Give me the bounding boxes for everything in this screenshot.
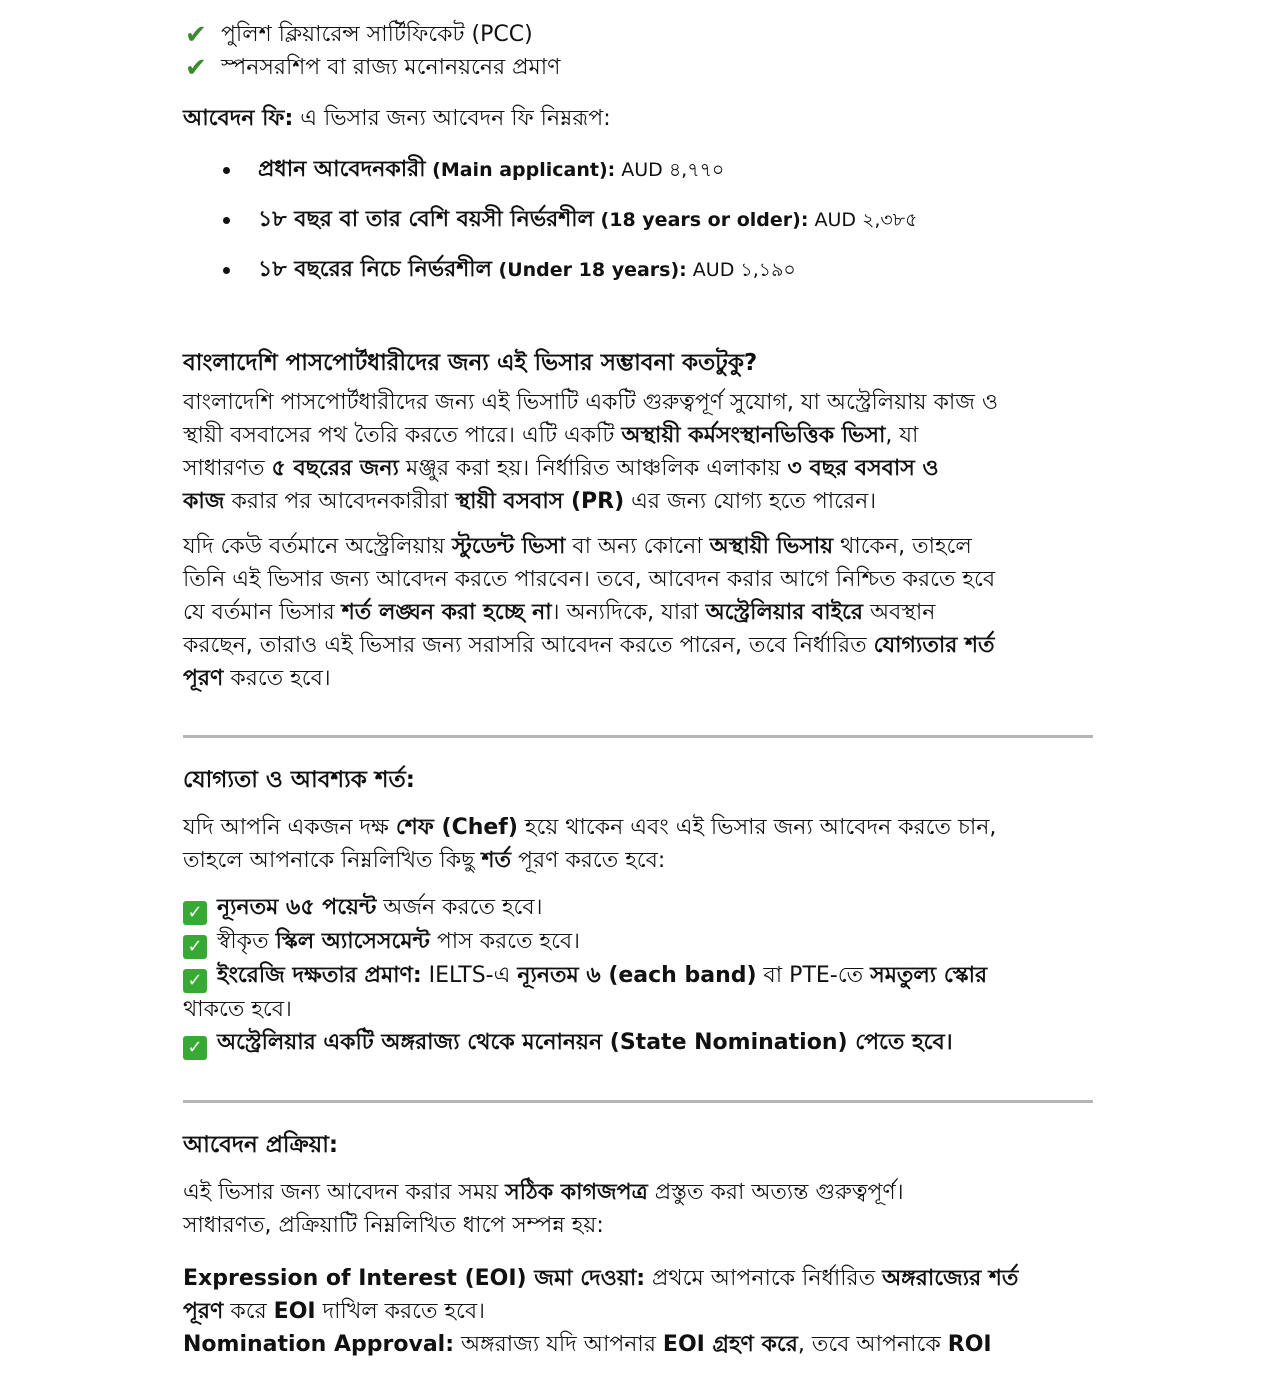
checkbox-checked-icon: ✓ — [183, 969, 207, 993]
checkmark-icon: ✔ — [185, 19, 207, 50]
checkbox-checked-icon: ✓ — [183, 901, 207, 925]
checkbox-checked-icon: ✓ — [183, 1036, 207, 1060]
list-item: ✔ পুলিশ ক্লিয়ারেন্স সার্টিফিকেট (PCC) — [185, 19, 533, 50]
section-heading: আবেদন প্রক্রিয়া: — [183, 1132, 339, 1158]
paragraph: এই ভিসার জন্য আবেদন করার সময় সঠিক কাগজপত্র প্রস্তুত করা অত্যন্ত গুরুত্বপূর্ণ। সাধারণত, প্রক্রিয়াটি নিম্নলিখিত ধাপে সম্পন্ন হয়: — [183, 1180, 904, 1238]
paragraph: বাংলাদেশি পাসপোর্টধারীদের জন্য এই ভিসাটি একটি গুরুত্বপূর্ণ সুযোগ, যা অস্ট্রেলিয়ায় কাজ ও স্থায়ী বসবাসের পথ তৈরি করতে পারে। এটি একটি অস্থায়ী কর্মসংস্থানভিত্তিক ভিসা, যা সাধারণত ৫ বছরের জন্য মঞ্জুর করা হয়। নির্ধারিত আঞ্চলিক এলাকায় ৩ বছর বসবাস ও কাজ করার পর আবেদনকারীরা স্থায়ী বসবাস (PR) এর জন্য যোগ্য হতে পারেন। — [183, 390, 999, 514]
list-item: ✓ স্বীকৃত স্কিল অ্যাসেসমেন্ট পাস করতে হবে। — [183, 925, 1093, 959]
list-item: ✓ অস্ট্রেলিয়ার একটি অঙ্গরাজ্য থেকে মনোনয়ন (State Nomination) পেতে হবে। — [183, 1026, 1093, 1060]
section-heading: বাংলাদেশি পাসপোর্টধারীদের জন্য এই ভিসার সম্ভাবনা কতটুকু? — [183, 350, 758, 376]
list-item: ✔ স্পনসরশিপ বা রাজ্য মনোনয়নের প্রমাণ — [185, 52, 561, 83]
document-checklist — [185, 18, 1093, 84]
fee-intro: আবেদন ফি: এ ভিসার জন্য আবেদন ফি নিম্নরূপ: — [183, 106, 611, 131]
list-item: ✓ ইংরেজি দক্ষতার প্রমাণ: IELTS-এ ন্যূনতম ৬ (each band) বা PTE-তে সমতুল্য স্কোর — [183, 959, 1093, 993]
list-item: ১৮ বছর বা তার বেশি বয়সী নির্ভরশীল (18 years or older): AUD ২,৩৮৫ — [183, 195, 1093, 245]
list-item: ১৮ বছরের নিচে নির্ভরশীল (Under 18 years): AUD ১,১৯০ — [183, 245, 1093, 295]
list-item: ✓ ন্যূনতম ৬৫ পয়েন্ট অর্জন করতে হবে। — [183, 891, 1093, 925]
eligibility-checklist: ✓ ন্যূনতম ৬৫ পয়েন্ট অর্জন করতে হবে। ✓ স্বীকৃত স্কিল অ্যাসেসমেন্ট পাস করতে হবে। ✓ ইংরেজি দক্ষতার প্রমাণ: IELTS-এ ন্যূনতম ৬ (each band) বা PTE-তে সমতুল্য স্কোর থাকতে হবে। ✓ অস্ট্রেলিয়ার একটি অঙ্গরাজ্য থেকে মনোনয়ন (State Nomination) পেতে হবে। — [183, 891, 1093, 1060]
document-page — [183, 18, 1093, 1361]
process-step: Nomination Approval: অঙ্গরাজ্য যদি আপনার EOI গ্রহণ করে, তবে আপনাকে ROI — [183, 1332, 992, 1357]
section-heading: যোগ্যতা ও আবশ্যক শর্ত: — [183, 767, 415, 793]
list-item: প্রধান আবেদনকারী (Main applicant): AUD ৪,৭৭০ — [183, 145, 1093, 195]
checkbox-checked-icon: ✓ — [183, 935, 207, 959]
checkmark-icon: ✔ — [185, 52, 207, 83]
fee-list — [183, 145, 1093, 295]
paragraph: যদি আপনি একজন দক্ষ শেফ (Chef) হয়ে থাকেন এবং এই ভিসার জন্য আবেদন করতে চান, তাহলে আপনাকে নিম্নলিখিত কিছু শর্ত পূরণ করতে হবে: — [183, 815, 997, 873]
paragraph: যদি কেউ বর্তমানে অস্ট্রেলিয়ায় স্টুডেন্ট ভিসা বা অন্য কোনো অস্থায়ী ভিসায় থাকেন, তাহলে তিনি এই ভিসার জন্য আবেদন করতে পারবেন। তবে, আবেদন করার আগে নিশ্চিত করতে হবে যে বর্তমান ভিসার শর্ত লঙ্ঘন করা হচ্ছে না। অন্যদিকে, যারা অস্ট্রেলিয়ার বাইরে অবস্থান করছেন, তারাও এই ভিসার জন্য সরাসরি আবেদন করতে পারেন, তবে নির্ধারিত যোগ্যতার শর্ত পূরণ করতে হবে। — [183, 534, 996, 691]
process-step: Expression of Interest (EOI) জমা দেওয়া: প্রথমে আপনাকে নির্ধারিত অঙ্গরাজ্যের শর্ত পূরণ করে EOI দাখিল করতে হবে। — [183, 1266, 1019, 1324]
